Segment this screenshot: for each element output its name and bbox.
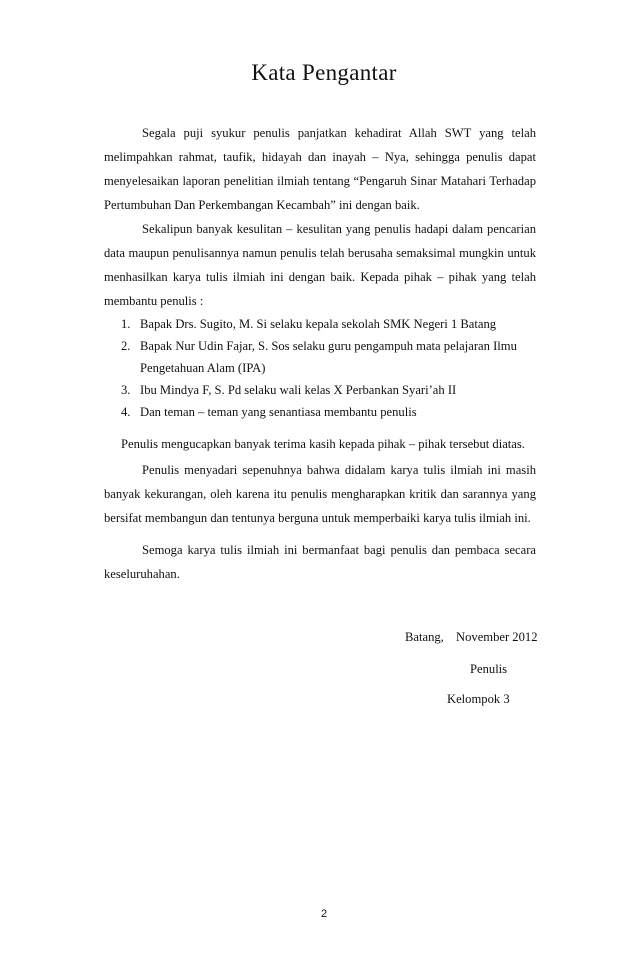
signature-place: Batang, [405, 630, 444, 644]
paragraph-hope: Semoga karya tulis ilmiah ini bermanfaat bagi penulis dan pembaca secara keseluruhahan. [104, 543, 536, 581]
paragraph-difficulties: Sekalipun banyak kesulitan – kesulitan yang penulis hadapi dalam pencarian data maupun penulisannya namun penulis telah berusaha semaksimal mungkin untuk menhasilkan karya tulis ilmiah ini dengan baik. Kepada pihak – pihak yang telah membantu penulis : [104, 222, 536, 308]
list-item-text: Ibu Mindya F, S. Pd selaku wali kelas X Perbankan Syari’ah II [140, 383, 457, 397]
page-number: 2 [320, 908, 328, 920]
list-item-number: 1. [121, 317, 131, 331]
list-item [121, 401, 541, 423]
paragraph-shortcomings: Penulis menyadari sepenuhnya bahwa didalam karya tulis ilmiah ini masih banyak kekurangan, oleh karena itu penulis mengharapkan kritik dan sarannya yang bersifat membangun dan tentunya berguna untuk memperbaiki karya tulis ilmiah ini. [104, 463, 536, 525]
list-item-text: Dan teman – teman yang senantiasa membantu penulis [140, 405, 417, 419]
signature-name: Kelompok 3 [447, 692, 510, 706]
list-item-text: Bapak Drs. Sugito, M. Si selaku kepala sekolah SMK Negeri 1 Batang [140, 317, 497, 331]
list-item-text: Bapak Nur Udin Fajar, S. Sos selaku guru pengampuh mata pelajaran Ilmu Pengetahuan Alam (IPA) [140, 339, 517, 375]
signature-role: Penulis [470, 662, 508, 676]
list-item-number: 2. [121, 339, 131, 353]
paragraph-thanks: Penulis mengucapkan banyak terima kasih kepada pihak – pihak tersebut diatas. [121, 437, 525, 451]
list-item-number: 4. [121, 405, 131, 419]
list-item [121, 379, 541, 401]
page-title: Kata Pengantar [251, 60, 397, 85]
list-item [121, 313, 541, 335]
list-item-number: 3. [121, 383, 131, 397]
list-item [121, 335, 541, 379]
signature-date: November 2012 [456, 630, 538, 644]
paragraph-intro: Segala puji syukur penulis panjatkan kehadirat Allah SWT yang telah melimpahkan rahmat, taufik, hidayah dan inayah – Nya, sehingga penulis dapat menyelesaikan laporan penelitian ilmiah tentang “Pengaruh Sinar Matahari Terhadap Pertumbuhan Dan Perkembangan Kecambah” ini dengan baik. [104, 126, 536, 212]
acknowledgement-list [121, 313, 541, 423]
